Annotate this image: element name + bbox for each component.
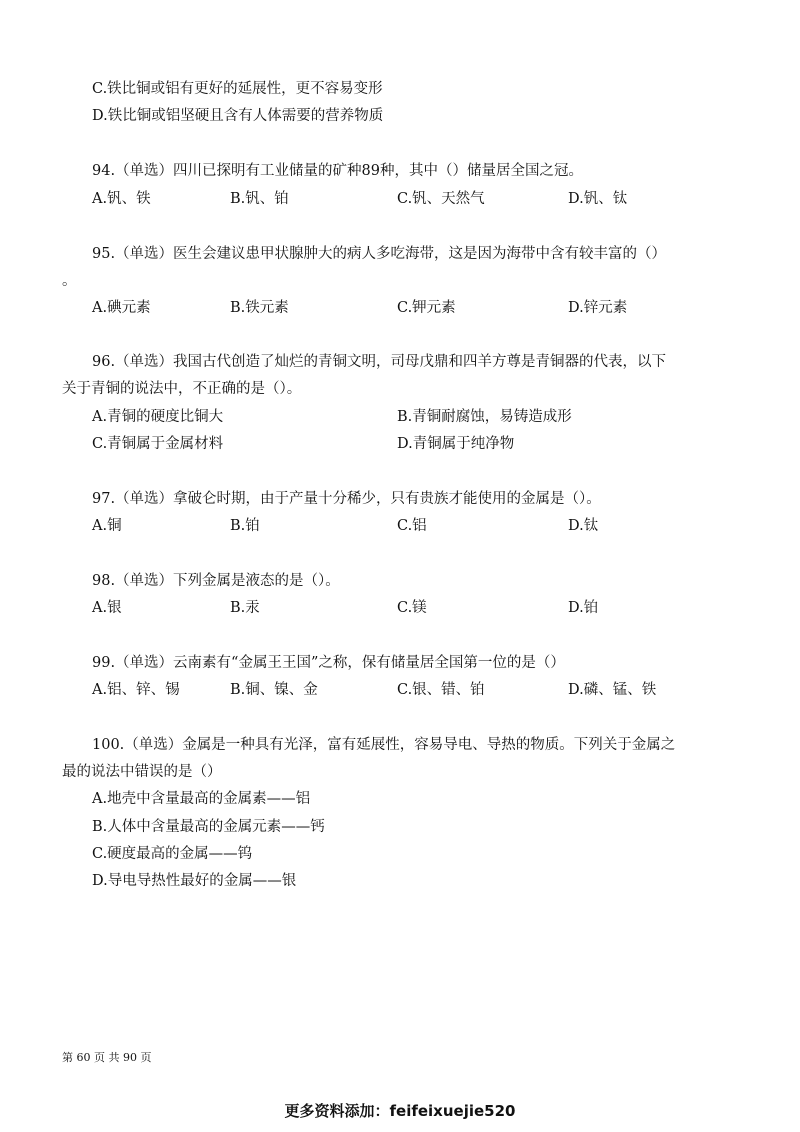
q97-option-a: A.铜	[92, 518, 122, 534]
q97-option-c: C.铝	[397, 518, 427, 534]
page-number-footer: 第 60 页 共 90 页	[62, 1051, 152, 1064]
q93-option-d: D.铁比铜或铝坚硬且含有人体需要的营养物质	[92, 108, 384, 124]
q93-option-c: C.铁比铜或铝有更好的延展性，更不容易变形	[92, 81, 383, 97]
promo-text: 更多资料添加：feifeixuejie520	[284, 1102, 516, 1120]
q99-question: 99.（单选）云南素有“金属王王国”之称，保有储量居全国第一位的是（）	[92, 655, 565, 671]
q97-option-d: D.钛	[568, 518, 599, 534]
q95-question-line1: 95.（单选）医生会建议患甲状腺肿大的病人多吃海带，这是因为海带中含有较丰富的（）	[92, 246, 667, 262]
q97-question: 97.（单选）拿破仑时期，由于产量十分稀少，只有贵族才能使用的金属是（）。	[92, 491, 601, 507]
q95-option-b: B.铁元素	[230, 300, 289, 316]
q94-question: 94.（单选）四川已探明有工业储量的矿种89种，其中（）储量居全国之冠。	[92, 163, 584, 179]
q99-option-a: A.铝、锌、锡	[92, 682, 180, 698]
q98-question: 98.（单选）下列金属是液态的是（）。	[92, 573, 340, 589]
q99-option-d: D.磷、锰、铁	[568, 682, 657, 698]
q95-question-line2: 。	[62, 273, 77, 289]
q94-option-a: A.钒、铁	[92, 191, 151, 207]
q95-option-c: C.钾元素	[397, 300, 456, 316]
q94-option-c: C.钒、天然气	[397, 191, 485, 207]
q100-option-c: C.硬度最高的金属——钨	[92, 846, 253, 862]
q96-option-b: B.青铜耐腐蚀，易铸造成形	[397, 409, 572, 425]
q100-question-line2: 最的说法中错误的是（）	[62, 764, 222, 780]
q100-option-a: A.地壳中含量最高的金属素——铝	[92, 791, 311, 807]
q96-option-a: A.青铜的硬度比铜大	[92, 409, 224, 425]
q98-option-a: A.银	[92, 600, 122, 616]
q96-option-c: C.青铜属于金属材料	[92, 436, 224, 452]
q98-option-d: D.铂	[568, 600, 599, 616]
q94-option-b: B.钒、铂	[230, 191, 289, 207]
q100-question-line1: 100.（单选）金属是一种具有光泽，富有延展性，容易导电、导热的物质。下列关于金属之	[92, 737, 676, 753]
q96-question-line2: 关于青铜的说法中，不正确的是（）。	[62, 381, 302, 397]
q98-option-c: C.镁	[397, 600, 427, 616]
q97-option-b: B.铂	[230, 518, 260, 534]
q99-option-c: C.银、错、铂	[397, 682, 485, 698]
q96-option-d: D.青铜属于纯净物	[397, 436, 515, 452]
q94-option-d: D.钒、钛	[568, 191, 628, 207]
q100-option-b: B.人体中含量最高的金属元素——钙	[92, 819, 325, 835]
q99-option-b: B.铜、镍、金	[230, 682, 318, 698]
q96-question-line1: 96.（单选）我国古代创造了灿烂的青铜文明，司母戊鼎和四羊方尊是青铜器的代表，以下	[92, 354, 667, 370]
q95-option-d: D.锌元素	[568, 300, 628, 316]
q100-option-d: D.导电导热性最好的金属——银	[92, 873, 297, 889]
q95-option-a: A.碘元素	[92, 300, 151, 316]
q98-option-b: B.汞	[230, 600, 260, 616]
